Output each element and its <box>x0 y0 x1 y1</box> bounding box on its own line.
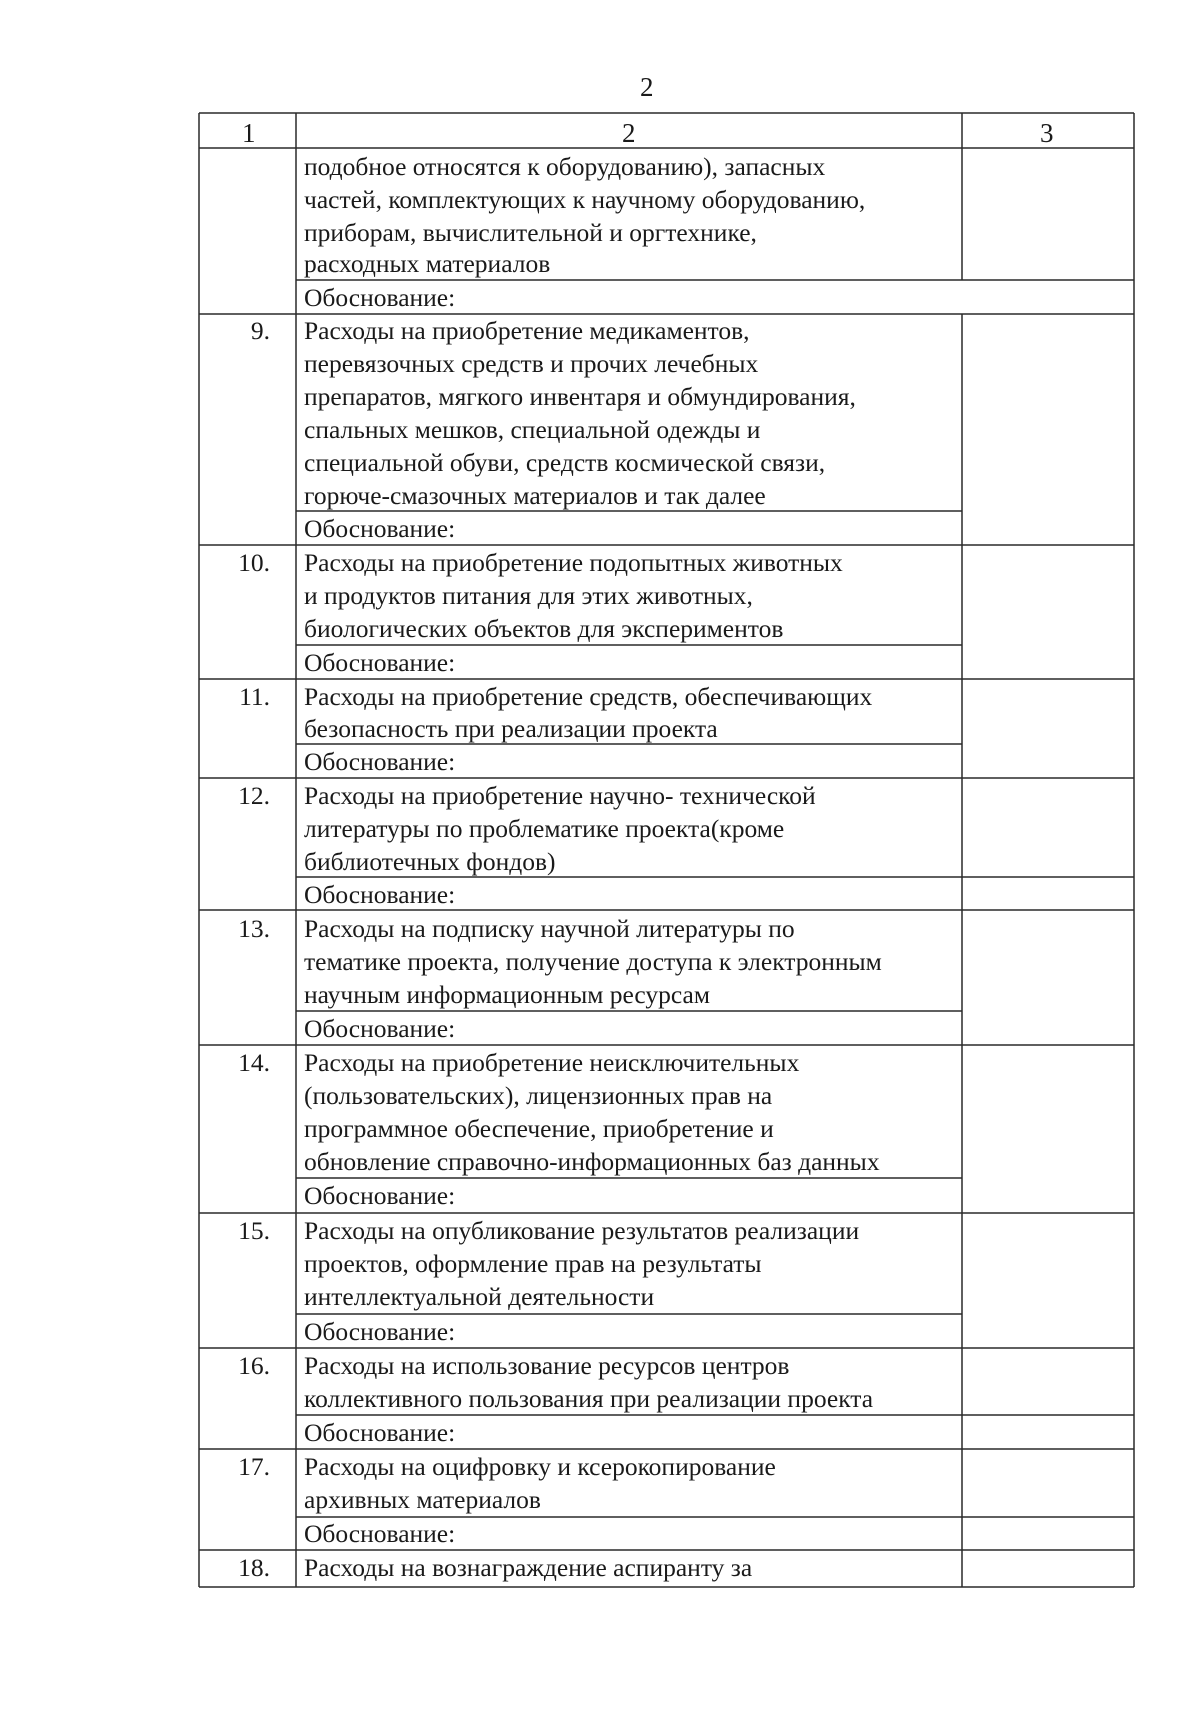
row-text-line: подобное относятся к оборудованию), запасных <box>304 152 826 181</box>
row-text-line: Расходы на приобретение неисключительных <box>304 1048 800 1077</box>
justification-label: Обоснование: <box>304 747 456 776</box>
row-number: 16. <box>238 1351 270 1380</box>
justification-label: Обоснование: <box>304 1317 456 1346</box>
row-text-line: Расходы на приобретение научно- технической <box>304 781 816 810</box>
justification-label: Обоснование: <box>304 283 456 312</box>
row-text-line: спальных мешков, специальной одежды и <box>304 415 761 444</box>
justification-label: Обоснование: <box>304 1519 456 1548</box>
row-text-line: (пользовательских), лицензионных прав на <box>304 1081 773 1110</box>
column-header-1: 1 <box>242 118 256 148</box>
column-header-3: 3 <box>1040 118 1054 148</box>
row-text-line: коллективного пользования при реализации проекта <box>304 1384 874 1413</box>
row-text-line: горюче-смазочных материалов и так далее <box>304 481 766 510</box>
row-number: 14. <box>238 1048 270 1077</box>
justification-label: Обоснование: <box>304 1014 456 1043</box>
row-text-line: перевязочных средств и прочих лечебных <box>304 349 759 378</box>
row-text-line: препаратов, мягкого инвентаря и обмундирования, <box>304 382 856 411</box>
row-number: 12. <box>238 781 270 810</box>
row-number: 15. <box>238 1216 270 1245</box>
row-text-line: и продуктов питания для этих животных, <box>304 581 753 610</box>
row-number: 13. <box>238 914 270 943</box>
row-text-line: частей, комплектующих к научному оборудованию, <box>304 185 866 214</box>
row-text-line: интеллектуальной деятельности <box>304 1282 655 1311</box>
row-text-line: проектов, оформление прав на результаты <box>304 1249 762 1278</box>
row-text-line: Расходы на опубликование результатов реализации <box>304 1216 860 1245</box>
row-number: 9. <box>250 316 270 345</box>
row-text-line: программное обеспечение, приобретение и <box>304 1114 774 1143</box>
row-text-line: Расходы на подписку научной литературы по <box>304 914 795 943</box>
row-text-line: Расходы на вознаграждение аспиранту за <box>304 1553 753 1582</box>
row-text-line: Расходы на приобретение медикаментов, <box>304 316 750 345</box>
row-text-line: научным информационным ресурсам <box>304 980 710 1009</box>
row-text-line: библиотечных фондов) <box>304 847 556 876</box>
page-number: 2 <box>640 72 654 102</box>
row-text-line: приборам, вычислительной и оргтехнике, <box>304 218 757 247</box>
row-text-line: литературы по проблематике проекта(кроме <box>304 814 785 843</box>
column-header-2: 2 <box>622 118 636 148</box>
row-number: 17. <box>238 1452 270 1481</box>
row-text-line: безопасность при реализации проекта <box>304 714 718 743</box>
row-number: 10. <box>238 548 270 577</box>
row-text-line: Расходы на приобретение средств, обеспечивающих <box>304 682 873 711</box>
justification-label: Обоснование: <box>304 1181 456 1210</box>
row-text-line: расходных материалов <box>304 249 551 278</box>
row-text-line: Расходы на оцифровку и ксерокопирование <box>304 1452 776 1481</box>
row-text-line: специальной обуви, средств космической связи, <box>304 448 826 477</box>
row-text-line: биологических объектов для экспериментов <box>304 614 784 643</box>
row-number: 18. <box>238 1553 270 1582</box>
row-text-line: тематике проекта, получение доступа к электронным <box>304 947 882 976</box>
row-number: 11. <box>239 682 270 711</box>
justification-label: Обоснование: <box>304 1418 456 1447</box>
justification-label: Обоснование: <box>304 648 456 677</box>
justification-label: Обоснование: <box>304 514 456 543</box>
row-text-line: обновление справочно-информационных баз данных <box>304 1147 880 1176</box>
row-text-line: Расходы на приобретение подопытных животных <box>304 548 843 577</box>
justification-label: Обоснование: <box>304 880 456 909</box>
row-text-line: Расходы на использование ресурсов центров <box>304 1351 790 1380</box>
row-text-line: архивных материалов <box>304 1485 541 1514</box>
